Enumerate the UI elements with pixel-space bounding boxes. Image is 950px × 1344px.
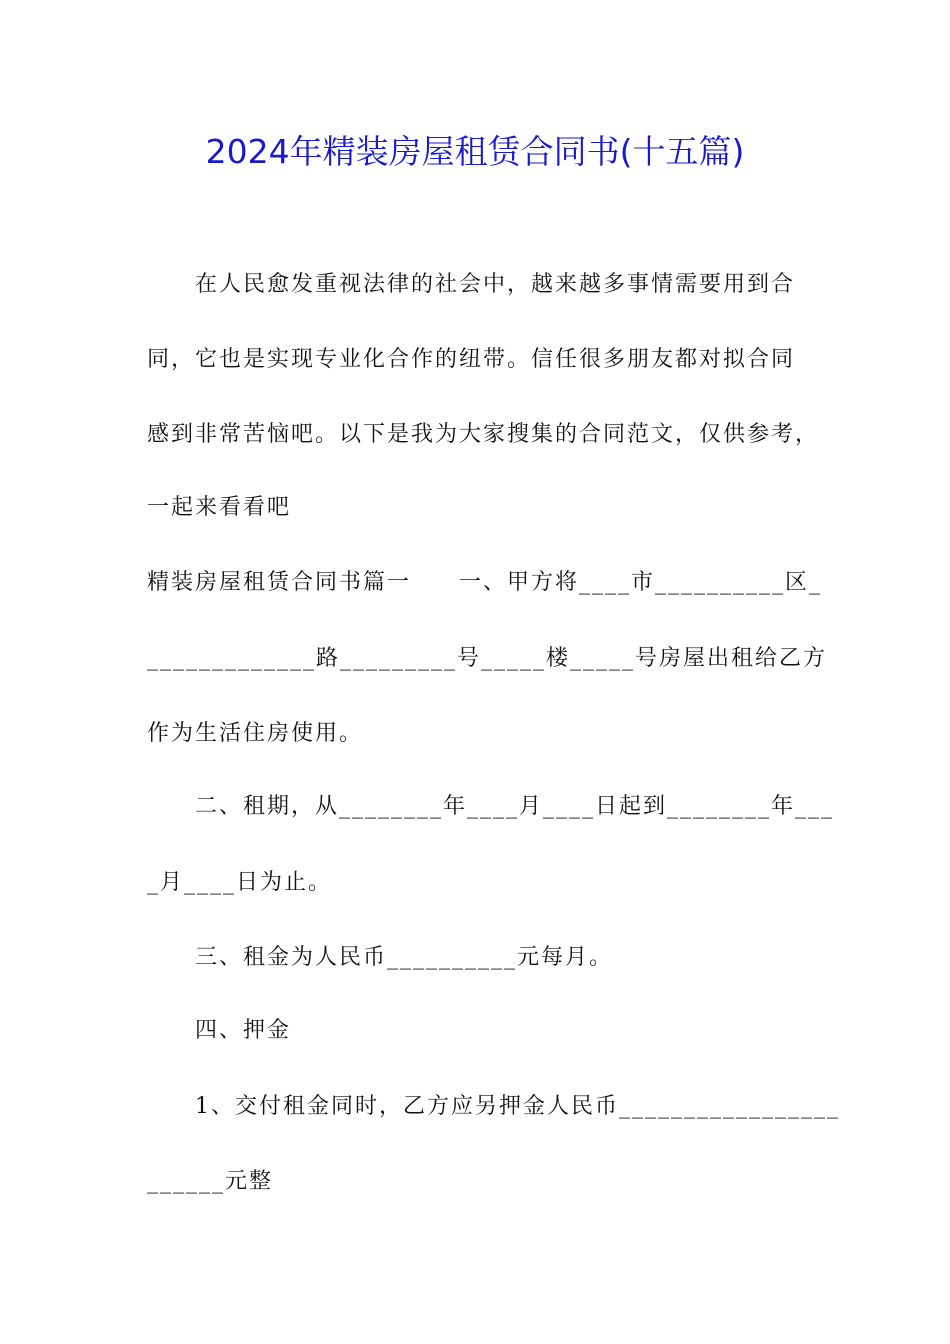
paragraph-line: 二、租期，从________年____月____日起到________年___ [195, 794, 835, 819]
paragraph-line: 同，它也是实现专业化合作的纽带。信任很多朋友都对拟合同 [147, 347, 796, 372]
paragraph-line: 精装房屋租赁合同书篇一 一、甲方将____市__________区_ [147, 570, 823, 595]
paragraph-line: 在人民愈发重视法律的社会中，越来越多事情需要用到合 [195, 272, 796, 297]
paragraph-line: _____________路_________号_____楼_____号房屋出租给乙方 [147, 646, 828, 671]
paragraph-line: 1、交付租金同时，乙方应另押金人民币_________________ [195, 1094, 840, 1119]
paragraph-line: 一起来看看吧 [147, 495, 292, 520]
paragraph-line: 感到非常苦恼吧。以下是我为大家搜集的合同范文，仅供参考， [147, 422, 820, 447]
paragraph-line: 作为生活住房使用。 [147, 721, 364, 746]
paragraph-line: 三、租金为人民币__________元每月。 [195, 945, 614, 970]
paragraph-line: 四、押金 [195, 1018, 292, 1043]
paragraph-line: ______元整 [147, 1169, 274, 1194]
document-title: 2024年精装房屋租赁合同书(十五篇) [205, 132, 745, 171]
paragraph-line: _月____日为止。 [147, 870, 333, 895]
